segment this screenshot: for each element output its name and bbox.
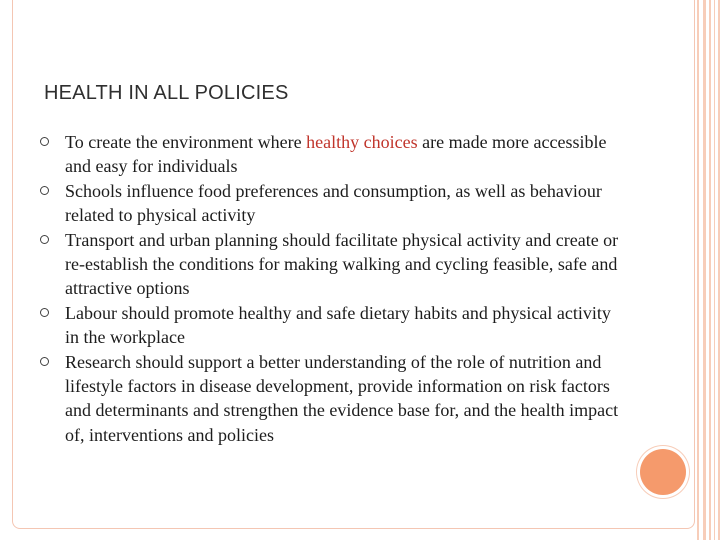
accent-circle-decoration [640, 449, 686, 495]
bullet-text: Transport and urban planning should facilitate physical activity and create or re-establish the conditions for making walking and cycling feasible, safe and attractive options [65, 229, 619, 299]
bullet-text: Labour should promote healthy and safe dietary habits and physical activity in the workplace [65, 302, 611, 348]
hollow-circle-bullet-icon [40, 186, 49, 195]
bullet-text: are made more accessible and easy for individuals [65, 132, 607, 177]
hollow-circle-bullet-icon [40, 235, 49, 244]
border-stripe [709, 0, 711, 540]
bullet-item [40, 228, 620, 301]
hollow-circle-bullet-icon [40, 357, 49, 366]
bullet-item [40, 350, 620, 448]
bullet-item [40, 179, 620, 228]
highlighted-phrase: healthy choices [306, 132, 418, 152]
bullet-text: Research should support a better understanding of the role of nutrition and lifestyle factors in disease development, provide information on risk factors and determinants and strengthen the evidence base for, and the health impact of, interventions and policies [65, 351, 619, 445]
hollow-circle-bullet-icon [40, 308, 49, 317]
border-stripe [697, 0, 699, 540]
bullet-list [40, 130, 620, 447]
border-stripe [703, 0, 706, 540]
bullet-text: Schools influence food preferences and consumption, as well as behaviour related to physical activity [65, 180, 602, 226]
bullet-text: To create the environment where [65, 132, 307, 152]
bullet-item [40, 301, 620, 350]
bullet-item [40, 130, 620, 179]
slide-title: HEALTH IN ALL POLICIES [44, 82, 289, 104]
hollow-circle-bullet-icon [40, 137, 49, 146]
border-stripe [714, 0, 715, 540]
